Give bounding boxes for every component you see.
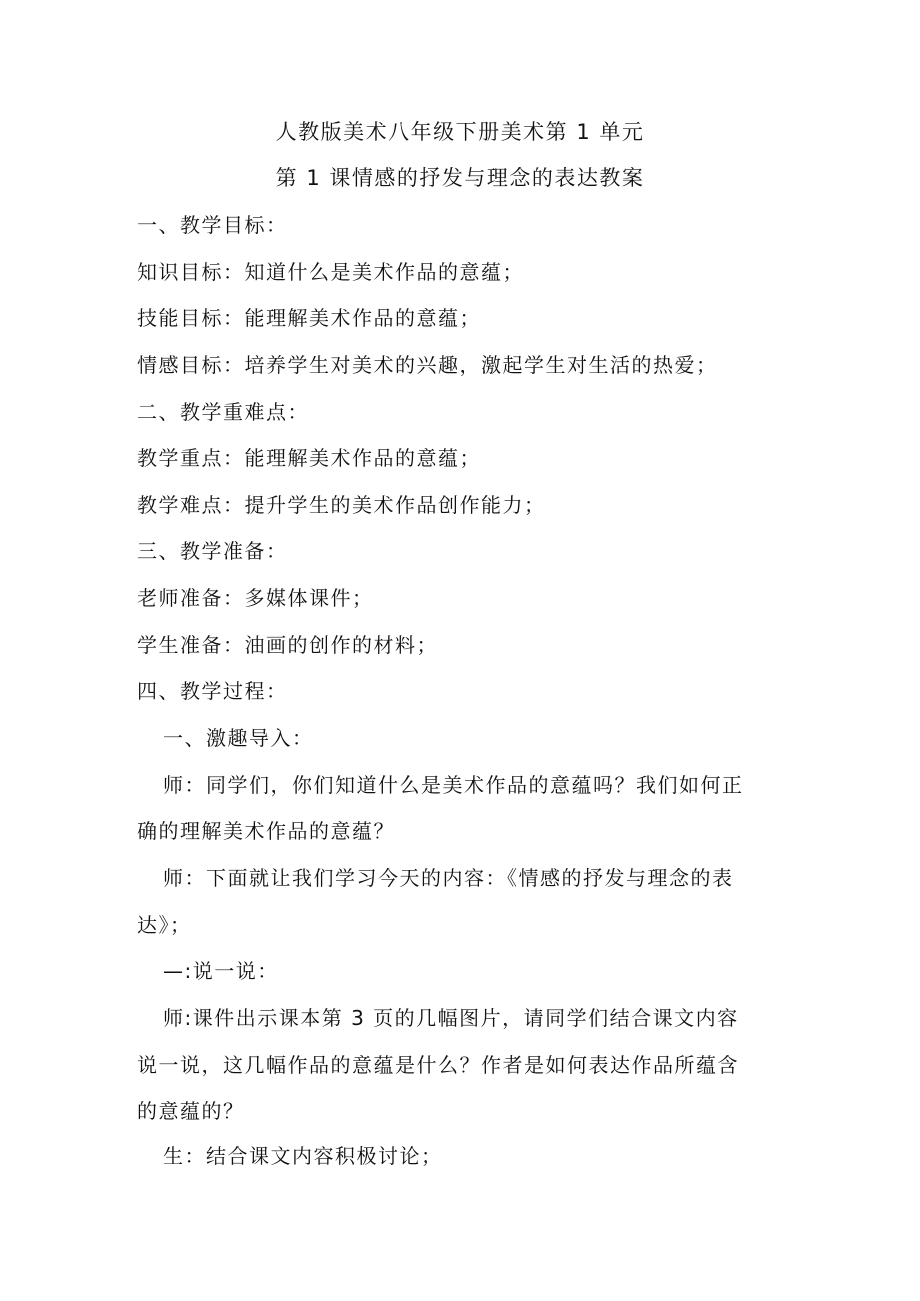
paragraph-1-line-2: 确的理解美术作品的意蕴？ [137, 819, 395, 843]
teaching-difficult-point: 教学难点：提升学生的美术作品创作能力； [137, 493, 546, 517]
section-heading-process: 四、教学过程： [137, 679, 288, 703]
section-heading-key-points: 二、教学重难点： [137, 400, 309, 424]
paragraph-1-line-1: 师：同学们，你们知道什么是美术作品的意蕴吗？我们如何正 [163, 773, 744, 797]
paragraph-2-line-2: 达》； [137, 913, 192, 937]
say-heading: —:说一说： [163, 959, 279, 983]
paragraph-3-line-1: 师:课件出示课本第 3 页的几幅图片，请同学们结合课文内容 [163, 1006, 739, 1030]
document-title-line1: 人教版美术八年级下册美术第 1 单元 [275, 120, 645, 144]
student-preparation: 学生准备：油画的创作的材料； [137, 633, 438, 657]
paragraph-4: 生：结合课文内容积极讨论； [163, 1144, 443, 1168]
knowledge-goal: 知识目标：知道什么是美术作品的意蕴； [137, 260, 524, 284]
section-heading-goals: 一、教学目标： [137, 213, 288, 237]
paragraph-3-line-3: 的意蕴的？ [137, 1099, 245, 1123]
teacher-preparation: 老师准备：多媒体课件； [137, 586, 374, 610]
teaching-key-point: 教学重点：能理解美术作品的意蕴； [137, 446, 481, 470]
intro-heading: 一、激趣导入： [163, 726, 314, 750]
paragraph-3-line-2: 说一说，这几幅作品的意蕴是什么？作者是如何表达作品所蕴含 [137, 1053, 739, 1077]
document-title-line2: 第 1 课情感的抒发与理念的表达教案 [275, 166, 645, 190]
section-heading-preparation: 三、教学准备： [137, 539, 288, 563]
skill-goal: 技能目标：能理解美术作品的意蕴； [137, 306, 481, 330]
emotion-goal: 情感目标：培养学生对美术的兴趣，激起学生对生活的热爱； [137, 353, 718, 377]
paragraph-2-line-1: 师：下面就让我们学习今天的内容：《情感的抒发与理念的表 [163, 866, 734, 890]
